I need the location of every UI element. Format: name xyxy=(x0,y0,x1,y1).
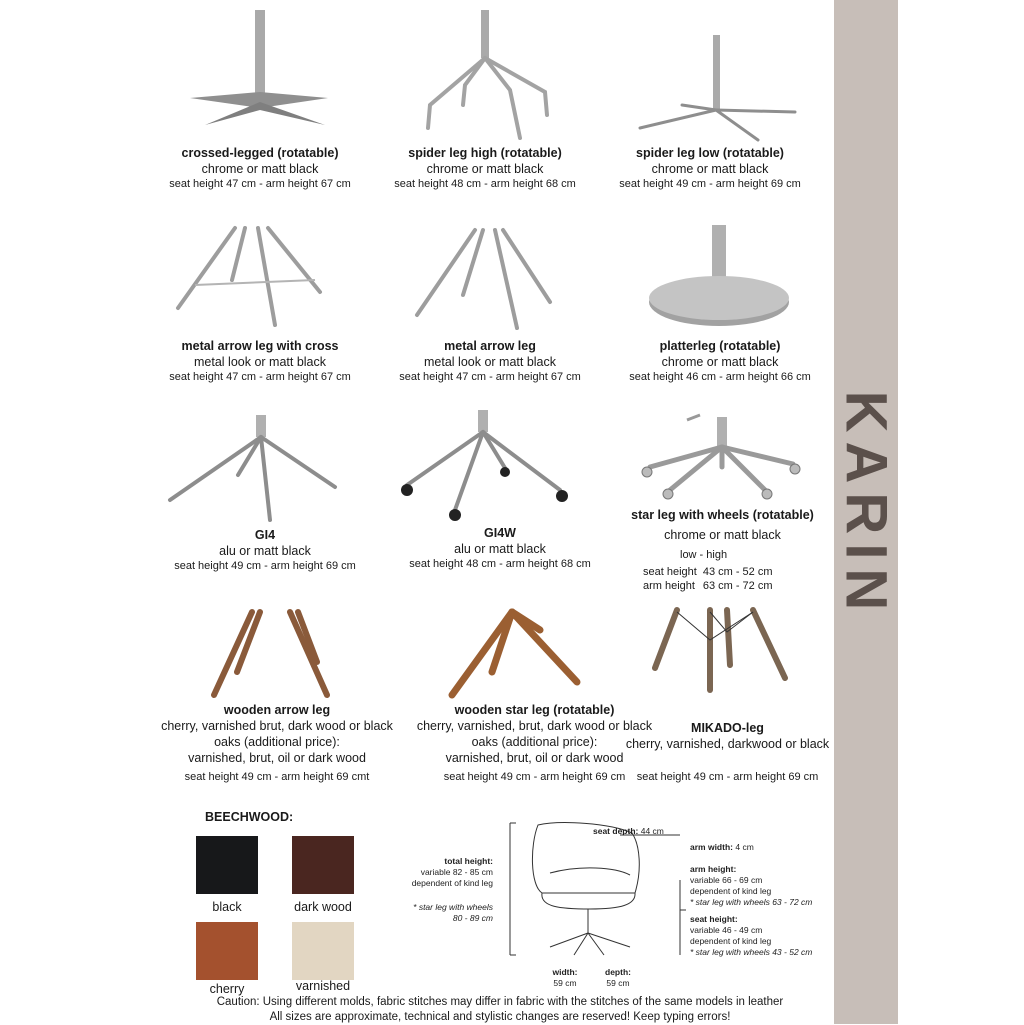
product-star-wheels xyxy=(625,412,820,593)
dim-note: * star leg with wheels 43 - 52 cm xyxy=(690,947,813,957)
star-wheels-size-table xyxy=(643,565,779,593)
mikado-image xyxy=(615,600,840,720)
product-finish: alu or matt black xyxy=(454,542,546,556)
product-spider-high xyxy=(385,10,585,192)
product-title: star leg with wheels (rotatable) xyxy=(631,508,814,522)
swatch-label: black xyxy=(212,900,242,914)
swatch-label: cherry xyxy=(209,982,245,996)
dim-value: variable 46 - 49 cm xyxy=(690,925,763,935)
width-dim xyxy=(545,967,585,989)
row-value: 63 cm - 72 cm xyxy=(702,580,773,592)
product-gi4 xyxy=(160,415,370,574)
spider-low-image xyxy=(610,10,810,145)
product-finish: metal look or matt black xyxy=(194,355,326,369)
product-extra: varnished, brut, oil or dark wood xyxy=(188,751,366,765)
product-spider-low xyxy=(610,10,810,192)
product-metal-arrow xyxy=(385,220,595,385)
brand-title: KARIN xyxy=(833,390,899,620)
seat-depth xyxy=(593,826,664,837)
spider-high-image xyxy=(385,10,585,145)
product-size: seat height 46 cm - arm height 66 cm xyxy=(629,371,811,383)
gi4w-image xyxy=(395,410,605,525)
product-crossed-legged xyxy=(160,10,360,192)
total-height-note xyxy=(395,902,493,924)
product-finish: chrome or matt black xyxy=(426,162,544,176)
gi4-image xyxy=(160,415,370,527)
product-extra: oaks (additional price): xyxy=(471,735,598,749)
swatch-label: dark wood xyxy=(294,900,352,914)
wooden-arrow-image xyxy=(152,600,402,702)
dim-note: 80 - 89 cm xyxy=(452,913,493,923)
product-finish: cherry, varnished, darkwood or black xyxy=(625,737,830,751)
dim-note: * star leg with wheels xyxy=(413,902,493,912)
product-title: wooden arrow leg xyxy=(223,703,331,717)
product-title: spider leg high (rotatable) xyxy=(408,146,562,160)
dim-value: 4 cm xyxy=(735,842,754,852)
swatch-label: varnished xyxy=(295,979,351,993)
dim-label: arm width: xyxy=(690,842,733,852)
metal-arrow-image xyxy=(385,220,595,338)
dim-value: 44 cm xyxy=(640,826,664,836)
product-extra: oaks (additional price): xyxy=(214,735,340,749)
table-row xyxy=(643,565,779,579)
product-finish: cherry, varnished brut, dark wood or black xyxy=(161,719,393,733)
product-mikado xyxy=(615,600,840,785)
dim-value: variable 82 - 85 cm xyxy=(420,867,493,877)
product-finish: alu or matt black xyxy=(219,544,311,558)
row-value: 43 cm - 52 cm xyxy=(702,566,773,578)
chair-dimension-drawing xyxy=(500,815,700,965)
size-columns-header: low - high xyxy=(680,549,728,561)
product-size: seat height 49 cm - arm height 69 cm xyxy=(619,178,801,190)
arm-width xyxy=(690,842,754,853)
total-height xyxy=(395,856,493,889)
product-title: metal arrow leg with cross xyxy=(181,339,339,353)
product-title: GI4 xyxy=(254,528,276,542)
dim-value: 59 cm xyxy=(553,978,577,988)
product-size: seat height 47 cm - arm height 67 cm xyxy=(399,371,581,383)
footer-caution: Caution: Using different molds, fabric stitches may differ in fabric with the stitches of the same models in leather xyxy=(216,996,784,1008)
dim-label: seat depth: xyxy=(593,826,639,836)
crossed-leg-image xyxy=(160,10,360,145)
table-row xyxy=(643,579,779,593)
swatch-dark-wood xyxy=(292,836,354,894)
product-title: wooden star leg (rotatable) xyxy=(454,703,615,717)
product-finish: chrome or matt black xyxy=(664,528,781,542)
dim-label: seat height: xyxy=(690,914,738,924)
product-finish: chrome or matt black xyxy=(651,162,769,176)
product-finish: chrome or matt black xyxy=(661,355,779,369)
product-title: platterleg (rotatable) xyxy=(659,339,781,353)
product-platterleg xyxy=(615,220,825,385)
swatch-varnished xyxy=(292,922,354,980)
dim-value: 59 cm xyxy=(606,978,630,988)
product-metal-arrow-cross xyxy=(150,220,370,385)
arm-height xyxy=(690,864,812,908)
dim-note: dependent of kind leg xyxy=(690,936,772,946)
platterleg-image xyxy=(615,220,825,338)
product-wooden-arrow xyxy=(152,600,402,785)
product-size: seat height 49 cm - arm height 69 cm xyxy=(174,560,356,572)
dim-note: dependent of kind leg xyxy=(690,886,772,896)
dim-note: * star leg with wheels 63 - 72 cm xyxy=(690,897,813,907)
product-size: seat height 49 cm - arm height 69 cmt xyxy=(184,771,370,783)
product-title: GI4W xyxy=(484,526,516,540)
product-size: seat height 49 cm - arm height 69 cm xyxy=(443,771,626,783)
swatch-cherry xyxy=(196,922,258,980)
product-size: seat height 48 cm - arm height 68 cm xyxy=(409,558,591,570)
metal-arrow-cross-image xyxy=(150,220,370,338)
product-size: seat height 48 cm - arm height 68 cm xyxy=(394,178,576,190)
seat-height xyxy=(690,914,812,958)
swatch-black xyxy=(196,836,258,894)
row-label: seat height xyxy=(643,566,697,578)
star-wheels-image xyxy=(625,412,820,507)
product-title: metal arrow leg xyxy=(444,339,536,353)
beechwood-title: BEECHWOOD: xyxy=(205,810,294,824)
dim-value: variable 66 - 69 cm xyxy=(690,875,763,885)
product-size: seat height 49 cm - arm height 69 cm xyxy=(636,771,819,783)
product-finish: metal look or matt black xyxy=(424,355,556,369)
product-size: seat height 47 cm - arm height 67 cm xyxy=(169,371,351,383)
dim-label: arm height: xyxy=(690,864,737,874)
dim-note: dependent of kind leg xyxy=(411,878,493,888)
footer-disclaimer: All sizes are approximate, technical and stylistic changes are reserved! Keep typing errors! xyxy=(269,1011,731,1023)
product-extra: varnished, brut, oil or dark wood xyxy=(445,751,624,765)
product-title: MIKADO-leg xyxy=(691,721,764,735)
product-size: seat height 47 cm - arm height 67 cm xyxy=(169,178,351,190)
product-finish: cherry, varnished, brut, dark wood or black xyxy=(416,719,653,733)
dim-label: depth: xyxy=(605,967,631,977)
product-gi4w xyxy=(395,410,605,572)
product-title: crossed-legged (rotatable) xyxy=(181,146,339,160)
depth-dim xyxy=(598,967,638,989)
row-label: arm height xyxy=(643,580,695,592)
product-finish: chrome or matt black xyxy=(201,162,319,176)
dim-label: width: xyxy=(552,967,578,977)
product-title: spider leg low (rotatable) xyxy=(636,146,784,160)
dim-label: total height: xyxy=(444,856,493,866)
